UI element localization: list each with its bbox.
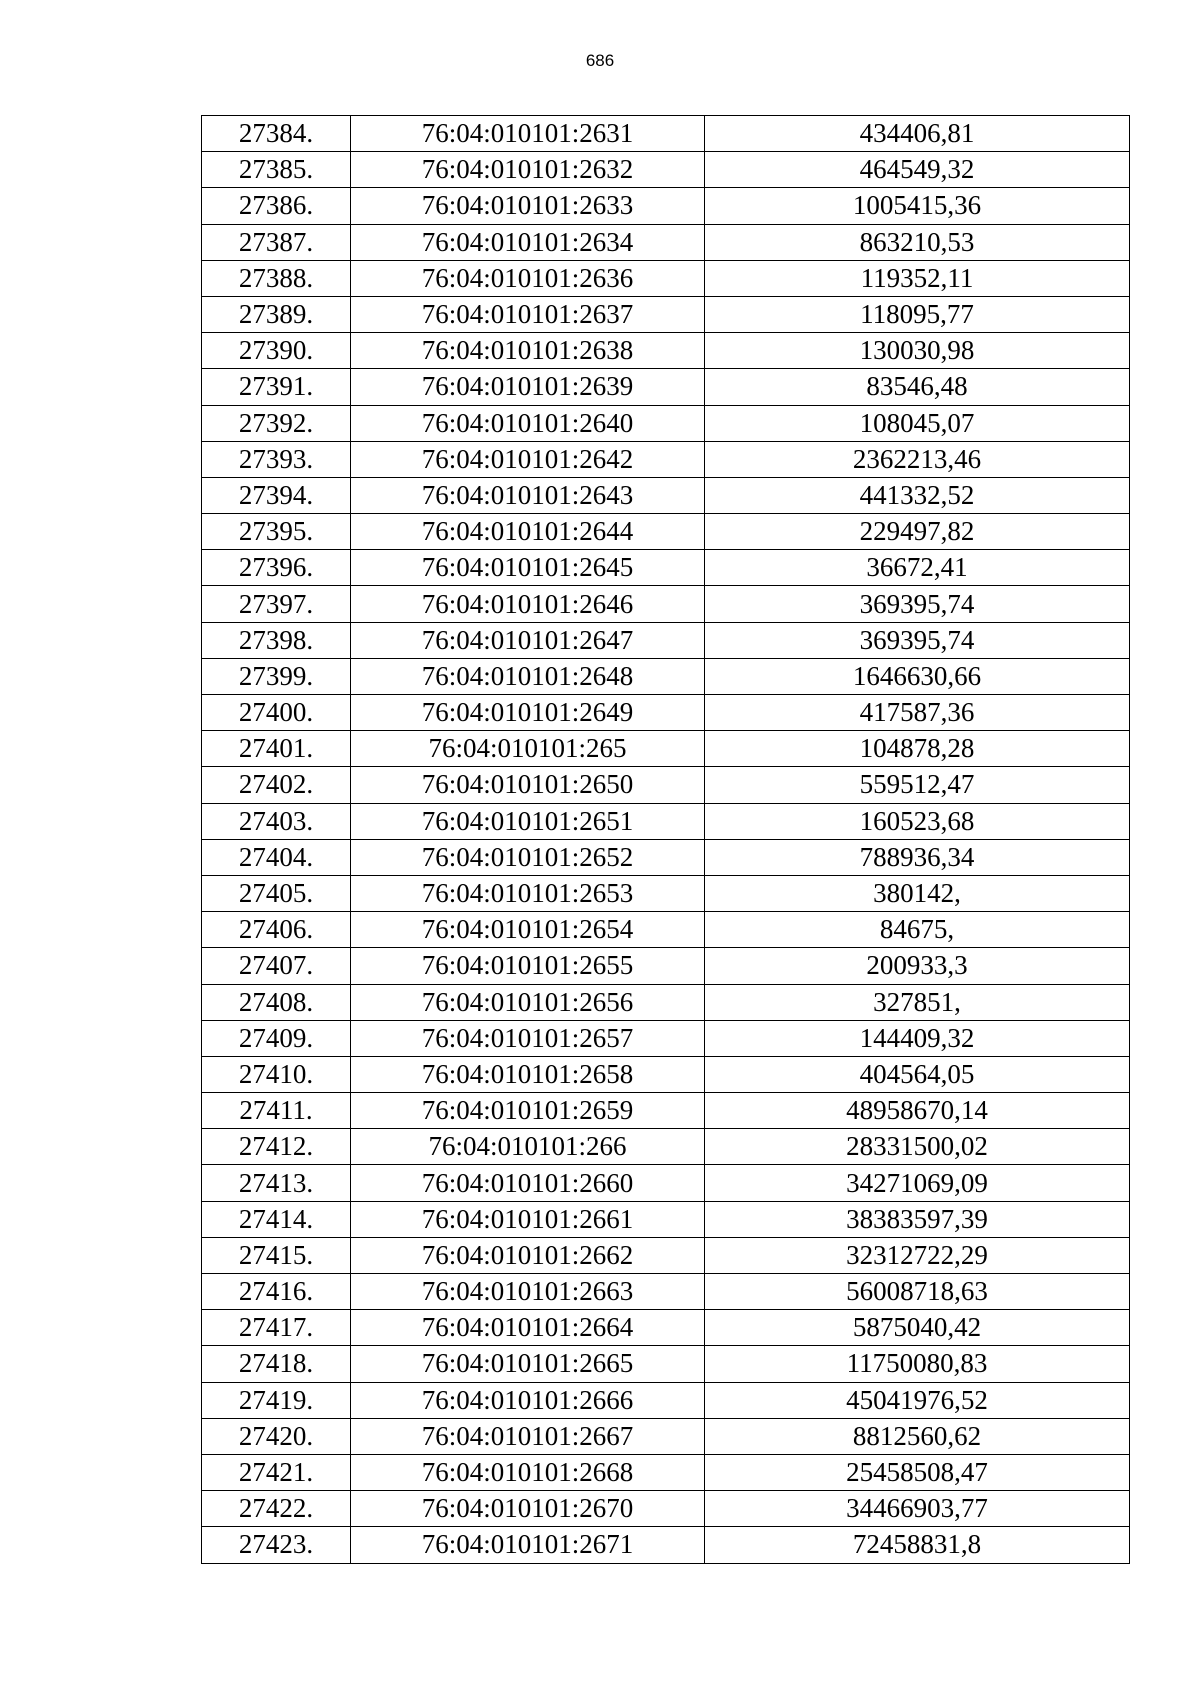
cadastral-number-cell: 76:04:010101:2667 — [351, 1418, 705, 1454]
cadastral-number-cell: 76:04:010101:2634 — [351, 224, 705, 260]
row-number-cell: 27385. — [202, 152, 351, 188]
table-row — [202, 586, 1130, 622]
row-number-cell: 27384. — [202, 116, 351, 152]
row-number-cell: 27386. — [202, 188, 351, 224]
cadastral-number-cell: 76:04:010101:2637 — [351, 296, 705, 332]
cadastral-value-cell: 200933,3 — [705, 948, 1130, 984]
cadastral-value-cell: 8812560,62 — [705, 1418, 1130, 1454]
cadastral-value-cell: 380142, — [705, 875, 1130, 911]
cadastral-value-cell: 28331500,02 — [705, 1129, 1130, 1165]
cadastral-number-cell: 76:04:010101:2652 — [351, 839, 705, 875]
table-body — [202, 116, 1130, 1564]
table-row — [202, 514, 1130, 550]
row-number-cell: 27410. — [202, 1056, 351, 1092]
row-number-cell: 27423. — [202, 1527, 351, 1563]
cadastral-value-cell: 38383597,39 — [705, 1201, 1130, 1237]
table-row — [202, 550, 1130, 586]
cadastral-value-cell: 56008718,63 — [705, 1274, 1130, 1310]
row-number-cell: 27390. — [202, 333, 351, 369]
cadastral-value-cell: 1646630,66 — [705, 658, 1130, 694]
cadastral-value-cell: 441332,52 — [705, 477, 1130, 513]
table-row — [202, 1527, 1130, 1563]
cadastral-value-cell: 5875040,42 — [705, 1310, 1130, 1346]
cadastral-value-cell: 130030,98 — [705, 333, 1130, 369]
cadastral-number-cell: 76:04:010101:2650 — [351, 767, 705, 803]
row-number-cell: 27406. — [202, 912, 351, 948]
cadastral-number-cell: 76:04:010101:2645 — [351, 550, 705, 586]
table-row — [202, 984, 1130, 1020]
cadastral-number-cell: 76:04:010101:2671 — [351, 1527, 705, 1563]
cadastral-number-cell: 76:04:010101:2657 — [351, 1020, 705, 1056]
cadastral-number-cell: 76:04:010101:2639 — [351, 369, 705, 405]
table-row — [202, 1274, 1130, 1310]
cadastral-number-cell: 76:04:010101:2666 — [351, 1382, 705, 1418]
row-number-cell: 27405. — [202, 875, 351, 911]
cadastral-value-cell: 327851, — [705, 984, 1130, 1020]
table-row — [202, 875, 1130, 911]
table-row — [202, 224, 1130, 260]
row-number-cell: 27399. — [202, 658, 351, 694]
cadastral-value-cell: 84675, — [705, 912, 1130, 948]
cadastral-value-cell: 863210,53 — [705, 224, 1130, 260]
cadastral-number-cell: 76:04:010101:2664 — [351, 1310, 705, 1346]
cadastral-value-cell: 34466903,77 — [705, 1491, 1130, 1527]
table-row — [202, 369, 1130, 405]
cadastral-number-cell: 76:04:010101:2640 — [351, 405, 705, 441]
row-number-cell: 27402. — [202, 767, 351, 803]
row-number-cell: 27396. — [202, 550, 351, 586]
row-number-cell: 27413. — [202, 1165, 351, 1201]
cadastral-value-cell: 119352,11 — [705, 260, 1130, 296]
cadastral-number-cell: 76:04:010101:2668 — [351, 1454, 705, 1490]
row-number-cell: 27418. — [202, 1346, 351, 1382]
cadastral-value-cell: 464549,32 — [705, 152, 1130, 188]
table-row — [202, 477, 1130, 513]
cadastral-value-cell: 11750080,83 — [705, 1346, 1130, 1382]
table-row — [202, 622, 1130, 658]
cadastral-value-cell: 144409,32 — [705, 1020, 1130, 1056]
cadastral-number-cell: 76:04:010101:266 — [351, 1129, 705, 1165]
table-row — [202, 296, 1130, 332]
cadastral-number-cell: 76:04:010101:2649 — [351, 695, 705, 731]
table-row — [202, 1491, 1130, 1527]
row-number-cell: 27400. — [202, 695, 351, 731]
cadastral-value-cell: 369395,74 — [705, 586, 1130, 622]
row-number-cell: 27411. — [202, 1093, 351, 1129]
table-row — [202, 333, 1130, 369]
row-number-cell: 27419. — [202, 1382, 351, 1418]
cadastral-number-cell: 76:04:010101:2647 — [351, 622, 705, 658]
cadastral-value-cell: 45041976,52 — [705, 1382, 1130, 1418]
cadastral-number-cell: 76:04:010101:2658 — [351, 1056, 705, 1092]
cadastral-value-cell: 104878,28 — [705, 731, 1130, 767]
cadastral-value-cell: 32312722,29 — [705, 1237, 1130, 1273]
cadastral-number-cell: 76:04:010101:265 — [351, 731, 705, 767]
table-row — [202, 1454, 1130, 1490]
cadastral-value-cell: 118095,77 — [705, 296, 1130, 332]
cadastral-value-cell: 369395,74 — [705, 622, 1130, 658]
row-number-cell: 27392. — [202, 405, 351, 441]
table-row — [202, 839, 1130, 875]
cadastral-value-cell: 559512,47 — [705, 767, 1130, 803]
cadastral-number-cell: 76:04:010101:2632 — [351, 152, 705, 188]
cadastral-number-cell: 76:04:010101:2646 — [351, 586, 705, 622]
cadastral-number-cell: 76:04:010101:2653 — [351, 875, 705, 911]
table-row — [202, 1056, 1130, 1092]
page-number: 686 — [585, 51, 615, 70]
cadastral-value-cell: 83546,48 — [705, 369, 1130, 405]
cadastral-value-cell: 229497,82 — [705, 514, 1130, 550]
table-row — [202, 260, 1130, 296]
row-number-cell: 27401. — [202, 731, 351, 767]
table-row — [202, 731, 1130, 767]
table-row — [202, 1201, 1130, 1237]
cadastral-number-cell: 76:04:010101:2654 — [351, 912, 705, 948]
row-number-cell: 27409. — [202, 1020, 351, 1056]
row-number-cell: 27387. — [202, 224, 351, 260]
row-number-cell: 27404. — [202, 839, 351, 875]
cadastral-number-cell: 76:04:010101:2651 — [351, 803, 705, 839]
cadastral-number-cell: 76:04:010101:2663 — [351, 1274, 705, 1310]
table-row — [202, 912, 1130, 948]
table-row — [202, 1129, 1130, 1165]
cadastral-number-cell: 76:04:010101:2648 — [351, 658, 705, 694]
table-row — [202, 658, 1130, 694]
row-number-cell: 27416. — [202, 1274, 351, 1310]
cadastral-number-cell: 76:04:010101:2660 — [351, 1165, 705, 1201]
cadastral-number-cell: 76:04:010101:2642 — [351, 441, 705, 477]
cadastral-number-cell: 76:04:010101:2638 — [351, 333, 705, 369]
row-number-cell: 27403. — [202, 803, 351, 839]
cadastral-number-cell: 76:04:010101:2644 — [351, 514, 705, 550]
table-row — [202, 695, 1130, 731]
row-number-cell: 27408. — [202, 984, 351, 1020]
cadastral-number-cell: 76:04:010101:2631 — [351, 116, 705, 152]
row-number-cell: 27407. — [202, 948, 351, 984]
table-row — [202, 405, 1130, 441]
row-number-cell: 27420. — [202, 1418, 351, 1454]
cadastral-value-cell: 2362213,46 — [705, 441, 1130, 477]
cadastral-number-cell: 76:04:010101:2661 — [351, 1201, 705, 1237]
row-number-cell: 27421. — [202, 1454, 351, 1490]
cadastral-number-cell: 76:04:010101:2656 — [351, 984, 705, 1020]
row-number-cell: 27391. — [202, 369, 351, 405]
row-number-cell: 27393. — [202, 441, 351, 477]
row-number-cell: 27394. — [202, 477, 351, 513]
table-row — [202, 188, 1130, 224]
table-row — [202, 441, 1130, 477]
cadastral-value-cell: 72458831,8 — [705, 1527, 1130, 1563]
cadastral-value-cell: 1005415,36 — [705, 188, 1130, 224]
row-number-cell: 27398. — [202, 622, 351, 658]
cadastral-number-cell: 76:04:010101:2665 — [351, 1346, 705, 1382]
row-number-cell: 27417. — [202, 1310, 351, 1346]
table-row — [202, 1346, 1130, 1382]
cadastral-number-cell: 76:04:010101:2670 — [351, 1491, 705, 1527]
cadastral-number-cell: 76:04:010101:2643 — [351, 477, 705, 513]
row-number-cell: 27395. — [202, 514, 351, 550]
cadastral-number-cell: 76:04:010101:2633 — [351, 188, 705, 224]
cadastral-value-table — [201, 115, 1130, 1564]
row-number-cell: 27388. — [202, 260, 351, 296]
cadastral-value-cell: 108045,07 — [705, 405, 1130, 441]
cadastral-number-cell: 76:04:010101:2655 — [351, 948, 705, 984]
cadastral-value-cell: 36672,41 — [705, 550, 1130, 586]
row-number-cell: 27422. — [202, 1491, 351, 1527]
table-row — [202, 1310, 1130, 1346]
cadastral-value-cell: 48958670,14 — [705, 1093, 1130, 1129]
cadastral-value-cell: 160523,68 — [705, 803, 1130, 839]
table-row — [202, 116, 1130, 152]
table-row — [202, 1165, 1130, 1201]
table-row — [202, 803, 1130, 839]
table-row — [202, 152, 1130, 188]
row-number-cell: 27414. — [202, 1201, 351, 1237]
cadastral-number-cell: 76:04:010101:2659 — [351, 1093, 705, 1129]
cadastral-value-cell: 34271069,09 — [705, 1165, 1130, 1201]
cadastral-value-cell: 417587,36 — [705, 695, 1130, 731]
cadastral-number-cell: 76:04:010101:2636 — [351, 260, 705, 296]
table-row — [202, 1382, 1130, 1418]
table-row — [202, 1093, 1130, 1129]
table-row — [202, 767, 1130, 803]
cadastral-value-cell: 788936,34 — [705, 839, 1130, 875]
row-number-cell: 27389. — [202, 296, 351, 332]
table-row — [202, 1237, 1130, 1273]
table-row — [202, 948, 1130, 984]
row-number-cell: 27397. — [202, 586, 351, 622]
table-row — [202, 1020, 1130, 1056]
row-number-cell: 27415. — [202, 1237, 351, 1273]
cadastral-number-cell: 76:04:010101:2662 — [351, 1237, 705, 1273]
row-number-cell: 27412. — [202, 1129, 351, 1165]
table-row — [202, 1418, 1130, 1454]
cadastral-value-cell: 434406,81 — [705, 116, 1130, 152]
cadastral-value-cell: 25458508,47 — [705, 1454, 1130, 1490]
cadastral-value-cell: 404564,05 — [705, 1056, 1130, 1092]
